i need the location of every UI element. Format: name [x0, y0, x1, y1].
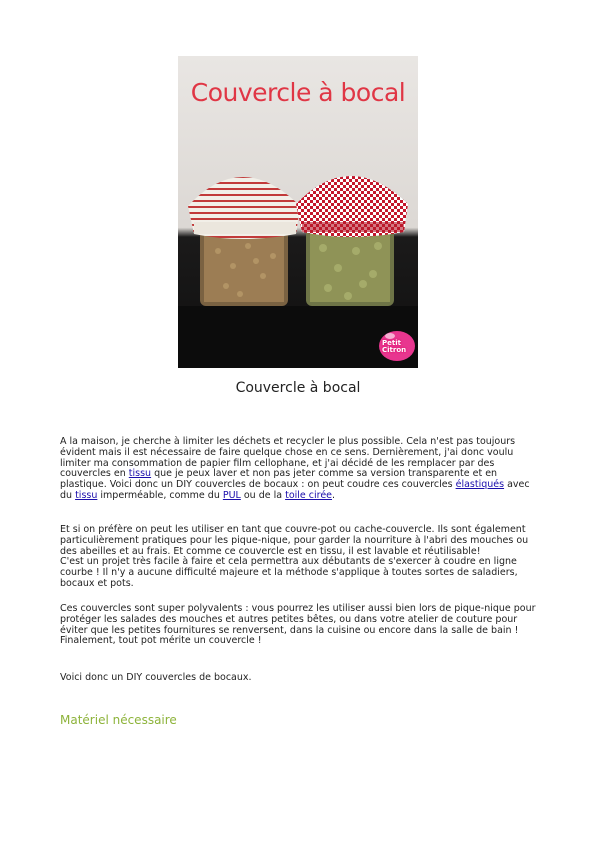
- toile-ciree-link[interactable]: toile cirée: [285, 489, 333, 501]
- petit-citron-logo: [382, 340, 406, 354]
- paragraph-4: Ces couvercles sont super polyvalents : vous pourrez les utiliser aussi bien lors de pique-nique pour protéger les salades des mouches et autres petites bêtes, ou dans votre atelier de couture pour éviter que les petites fournitures se renversent, dans la cuisine ou encore dans la salle de bain ! Finalement, tout pot mérite un couvercle !: [60, 603, 536, 647]
- intro-paragraph: [60, 437, 538, 502]
- logo-line1: Petit: [382, 339, 401, 347]
- pul-link[interactable]: PUL: [222, 489, 241, 501]
- paragraph-3: C'est un projet très facile à faire et cela permettra aux débutants de s'exercer à coudre en ligne courbe ! Il n'y a aucune difficulté majeure et la méthode s'applique à toutes sortes de saladiers, bocaux et pots.: [60, 556, 518, 589]
- elastiques-link[interactable]: élastiqués: [455, 479, 505, 491]
- image-caption: Couvercle à bocal: [235, 380, 361, 396]
- hero-title: Couvercle à bocal: [190, 78, 406, 107]
- tissu-link-2[interactable]: tissu: [75, 489, 98, 501]
- logo-line2: Citron: [382, 346, 407, 354]
- paragraph-2: Et si on préfère on peut les utiliser en tant que couvre-pot ou cache-couvercle. Ils sont également particulièrement pratiques pour les pique-nique, pour garder la nourriture à l'abri des mouches ou des abeilles et au frais. Et comme ce couvercle est en tissu, il est lavable et réutilisable!: [60, 524, 529, 557]
- tissu-link[interactable]: tissu: [128, 468, 152, 480]
- p1-text-3: avec du: [60, 479, 530, 501]
- paragraph-5: Voici donc un DIY couvercles de bocaux.: [60, 672, 252, 683]
- p1-text-6: .: [332, 489, 336, 501]
- p1-text-1: A la maison, je cherche à limiter les déchets et recycler le plus possible. Cela n'est pas toujours évident mais il est nécessaire de faire quelque chose en ce sens. Dernièrement, j'ai donc voulu limiter ma consommation de papier film cellophane, et j'ai décidé de les remplacer par des couvercles en: [60, 436, 516, 480]
- p1-text-4: imperméable, comme du: [97, 489, 223, 501]
- p1-text-2: que je peux laver et non pas jeter comme sa version transparente et en plastique. Voici donc un DIY couvercles de bocaux : on peut coudre ces couvercles: [60, 468, 498, 491]
- p1-text-5: ou de la: [240, 489, 286, 501]
- section-heading-materiel: Matériel nécessaire: [60, 713, 177, 727]
- hero-image: [178, 56, 418, 368]
